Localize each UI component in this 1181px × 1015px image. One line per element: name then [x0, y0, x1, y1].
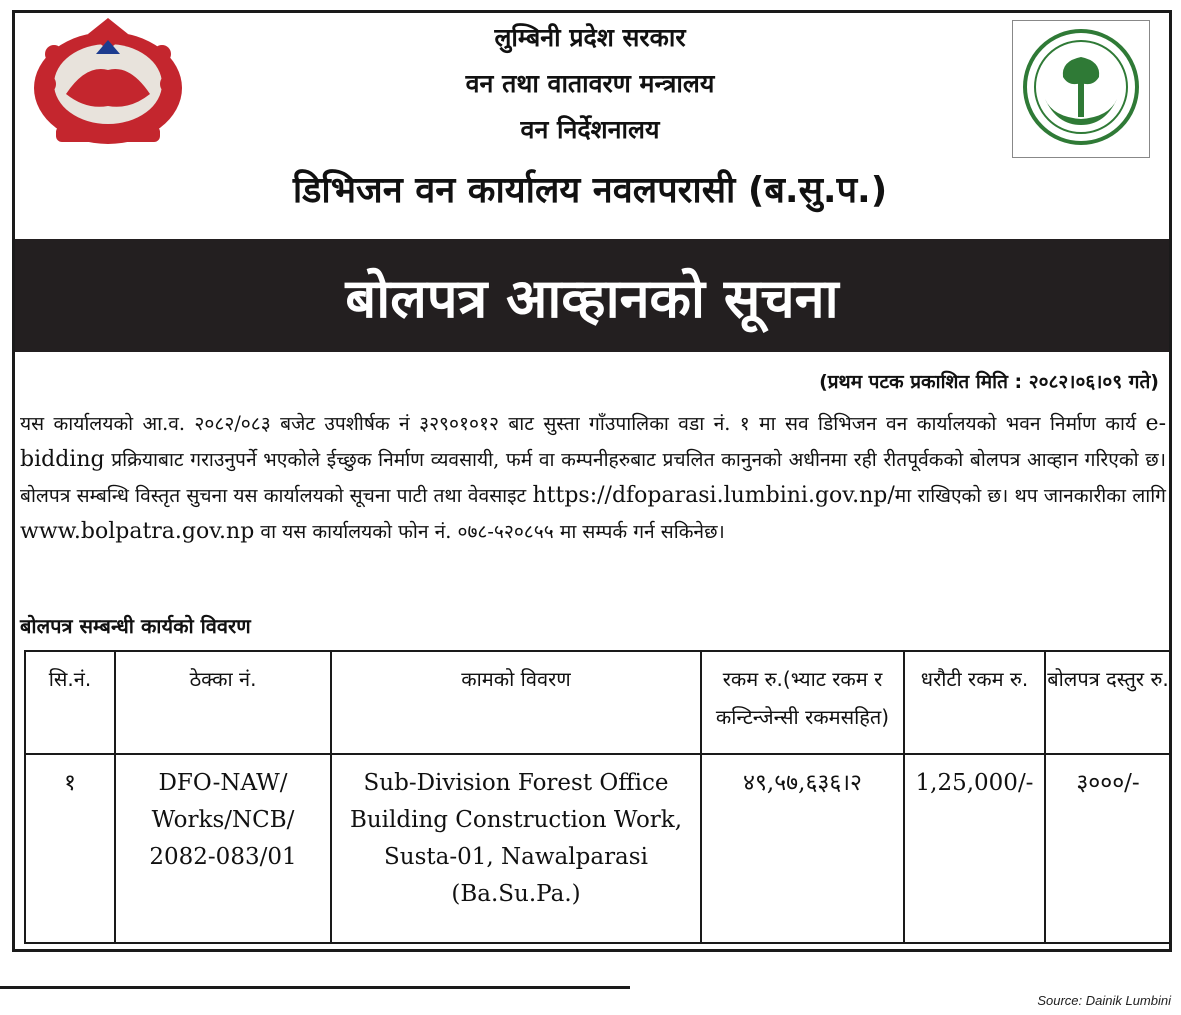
- table-header-row: [25, 651, 1171, 754]
- office-website-link[interactable]: https://dfoparasi.lumbini.gov.np/: [532, 483, 895, 508]
- nepal-coat-of-arms-icon: [26, 14, 190, 152]
- notice-banner: [15, 239, 1169, 352]
- forest-department-logo-icon: [1012, 20, 1150, 158]
- body-text-3: मा राखिएको छ। थप जानकारीका लागि: [894, 484, 1166, 507]
- notice-body: [20, 406, 1166, 550]
- body-text-2: प्रक्रियाबाट गराउनुपर्ने भएकोले ईच्छुक निर्माण व्यवसायी, फर्म वा कम्पनीहरुबाट प्रचलित कानुनको अधीनमा रही रीतपूर्वकको बोलपत्र आव्हान गरिएको छ। बोलपत्र सम्बन्धि विस्तृत सुचना यस कार्यालयको सूचना पाटी तथा वेवसाइट: [20, 448, 1166, 507]
- province-government-heading: लुम्बिनी प्रदेश सरकार: [494, 23, 686, 52]
- cell-work-description: Sub-Division Forest Office Building Construction Work, Susta-01, Nawalparasi (Ba.Su.Pa.): [331, 754, 701, 943]
- works-table-title: बोलपत्र सम्बन्धी कार्यको विवरण: [20, 614, 251, 638]
- cell-amount: ४९,५७,६३६।२: [701, 754, 904, 943]
- cell-contract-number: DFO-NAW/ Works/NCB/ 2082-083/01: [115, 754, 331, 943]
- directorate-heading: वन निर्देशनालय: [520, 115, 660, 144]
- body-text-4: वा यस कार्यालयको फोन नं. ०७८-५२०८५५ मा सम्पर्क गर्न सकिनेछ।: [260, 520, 725, 543]
- cell-deposit: 1,25,000/-: [904, 754, 1045, 943]
- forest-logo-graphic: [1013, 21, 1149, 157]
- publication-date: (प्रथम पटक प्रकाशित मिति : २०८२।०६।०९ गते): [819, 371, 1159, 393]
- source-credit: Source: Dainik Lumbini: [1037, 993, 1171, 1008]
- header-serial-number: सि.नं.: [25, 651, 115, 754]
- works-table: [24, 650, 1172, 944]
- body-text-1: यस कार्यालयको आ.व. २०८२/०८३ बजेट उपशीर्षक नं ३२९०१०१२ बाट सुस्ता गाँउपालिका वडा नं. १ मा सव डिभिजन वन कार्यालयको भवन निर्माण कार्य: [20, 412, 1137, 435]
- bottom-divider: [0, 986, 630, 989]
- header-work-description: कामको विवरण: [331, 651, 701, 754]
- e-bidding-text: e- bidding: [20, 411, 1166, 472]
- office-heading: डिभिजन वन कार्यालय नवलपरासी (ब.सु.प.): [292, 170, 888, 211]
- notice-title: बोलपत्र आव्हानको सूचना: [345, 266, 839, 330]
- table-row: [25, 754, 1171, 943]
- cell-serial-number: १: [25, 754, 115, 943]
- header-contract-number: ठेक्का नं.: [115, 651, 331, 754]
- header-amount: रकम रु.(भ्याट रकम र कन्टिन्जेन्सी रकमसहित): [701, 651, 904, 754]
- header-bid-fee: बोलपत्र दस्तुर रु.: [1045, 651, 1171, 754]
- bolpatra-website-link[interactable]: www.bolpatra.gov.np: [20, 519, 255, 544]
- header-deposit: धरौटी रकम रु.: [904, 651, 1045, 754]
- ministry-heading: वन तथा वातावरण मन्त्रालय: [465, 69, 715, 98]
- cell-bid-fee: ३०००/-: [1045, 754, 1171, 943]
